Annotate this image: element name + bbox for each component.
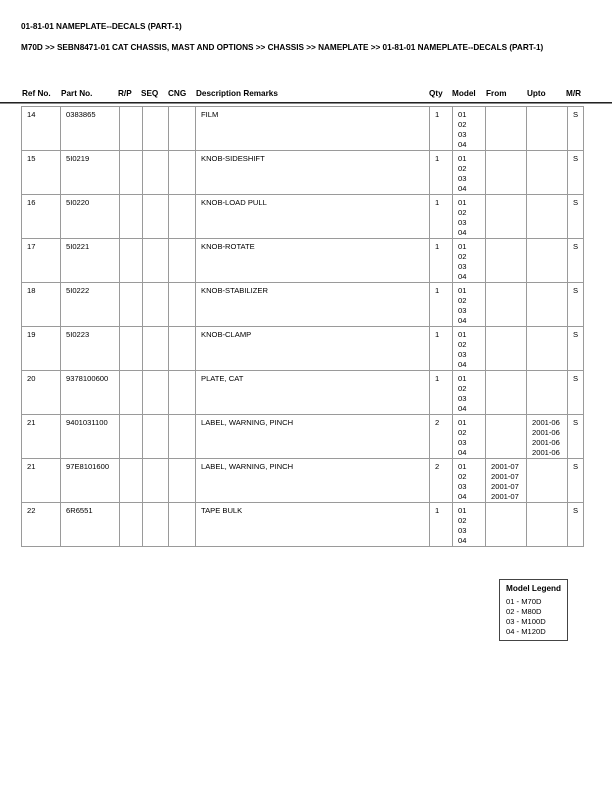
cell-model <box>453 283 486 327</box>
cell-part-no: 97E8101600 <box>61 459 120 503</box>
table-row <box>22 327 584 371</box>
table-row <box>22 415 584 459</box>
cell-seq <box>143 195 169 239</box>
cell-ref-no: 16 <box>22 195 61 239</box>
cell-part-no: 6R6551 <box>61 503 120 547</box>
cell-cng <box>169 239 196 283</box>
cell-from <box>486 195 527 239</box>
cell-model <box>453 459 486 503</box>
cell-upto <box>527 503 568 547</box>
cell-ref-no: 15 <box>22 151 61 195</box>
table-row <box>22 503 584 547</box>
cell-from-line: 2001-07 <box>491 482 519 491</box>
cell-seq <box>143 327 169 371</box>
cell-upto-line: 2001-06 <box>532 448 560 457</box>
cell-from <box>486 415 527 459</box>
cell-part-no: 9378100600 <box>61 371 120 415</box>
cell-mr: S <box>568 239 584 283</box>
cell-qty: 1 <box>430 503 453 547</box>
cell-model-line: 02 <box>458 164 467 173</box>
cell-model <box>453 239 486 283</box>
cell-part-no: 0383865 <box>61 107 120 151</box>
cell-model-line: 04 <box>458 536 467 545</box>
cell-model-line: 03 <box>458 262 467 271</box>
cell-model <box>453 195 486 239</box>
cell-model-line: 02 <box>458 208 467 217</box>
cell-model-line: 03 <box>458 394 467 403</box>
cell-mr: S <box>568 459 584 503</box>
cell-cng <box>169 459 196 503</box>
cell-from <box>486 151 527 195</box>
cell-model-line: 03 <box>458 218 467 227</box>
cell-ref-no: 17 <box>22 239 61 283</box>
cell-rp <box>120 327 143 371</box>
cell-model-line: 02 <box>458 428 467 437</box>
cell-from <box>486 371 527 415</box>
model-legend-item: 02 - M80D <box>506 607 542 616</box>
cell-rp <box>120 503 143 547</box>
cell-description: KNOB-STABILIZER <box>196 283 430 327</box>
cell-qty: 1 <box>430 239 453 283</box>
cell-model-line: 01 <box>458 110 467 119</box>
page-title: 01-81-01 NAMEPLATE--DECALS (PART-1) <box>21 22 182 31</box>
header-cng: CNG <box>168 89 187 98</box>
cell-from <box>486 107 527 151</box>
header-rp: R/P <box>118 89 132 98</box>
cell-upto <box>527 327 568 371</box>
cell-ref-no: 20 <box>22 371 61 415</box>
cell-qty: 2 <box>430 459 453 503</box>
cell-from <box>486 239 527 283</box>
cell-ref-no: 18 <box>22 283 61 327</box>
cell-seq <box>143 283 169 327</box>
cell-upto <box>527 371 568 415</box>
model-legend-item: 03 - M100D <box>506 617 546 626</box>
cell-description: LABEL, WARNING, PINCH <box>196 415 430 459</box>
cell-ref-no: 21 <box>22 415 61 459</box>
cell-from <box>486 327 527 371</box>
header-seq: SEQ <box>141 89 159 98</box>
cell-description: PLATE, CAT <box>196 371 430 415</box>
cell-cng <box>169 371 196 415</box>
cell-rp <box>120 151 143 195</box>
cell-model-line: 03 <box>458 130 467 139</box>
cell-model-line: 01 <box>458 462 467 471</box>
cell-seq <box>143 415 169 459</box>
cell-model-line: 04 <box>458 492 467 501</box>
cell-rp <box>120 195 143 239</box>
cell-model-line: 04 <box>458 404 467 413</box>
cell-description: FILM <box>196 107 430 151</box>
model-legend <box>499 579 568 641</box>
cell-model-line: 03 <box>458 350 467 359</box>
cell-qty: 1 <box>430 107 453 151</box>
cell-seq <box>143 503 169 547</box>
cell-from <box>486 459 527 503</box>
cell-model-line: 03 <box>458 174 467 183</box>
table-row <box>22 459 584 503</box>
header-part-no: Part No. <box>61 89 93 98</box>
cell-model-line: 01 <box>458 330 467 339</box>
cell-seq <box>143 239 169 283</box>
cell-mr: S <box>568 327 584 371</box>
cell-model-line: 04 <box>458 228 467 237</box>
table-row <box>22 283 584 327</box>
cell-from <box>486 283 527 327</box>
cell-model-line: 02 <box>458 340 467 349</box>
table-row <box>22 195 584 239</box>
cell-model-line: 02 <box>458 296 467 305</box>
header-divider <box>0 102 612 104</box>
cell-model-line: 01 <box>458 374 467 383</box>
cell-model-line: 01 <box>458 506 467 515</box>
cell-ref-no: 21 <box>22 459 61 503</box>
cell-upto <box>527 151 568 195</box>
cell-seq <box>143 151 169 195</box>
cell-model-line: 04 <box>458 140 467 149</box>
cell-model-line: 04 <box>458 360 467 369</box>
cell-rp <box>120 107 143 151</box>
cell-from-line: 2001-07 <box>491 472 519 481</box>
cell-description: KNOB-CLAMP <box>196 327 430 371</box>
cell-mr: S <box>568 371 584 415</box>
cell-qty: 1 <box>430 327 453 371</box>
cell-upto-line: 2001-06 <box>532 438 560 447</box>
cell-model-line: 04 <box>458 316 467 325</box>
cell-rp <box>120 239 143 283</box>
table-row <box>22 107 584 151</box>
cell-description: KNOB-ROTATE <box>196 239 430 283</box>
cell-mr: S <box>568 283 584 327</box>
cell-cng <box>169 151 196 195</box>
header-upto: Upto <box>527 89 546 98</box>
cell-model-line: 03 <box>458 482 467 491</box>
cell-model <box>453 151 486 195</box>
table-row <box>22 151 584 195</box>
cell-description: KNOB-SIDESHIFT <box>196 151 430 195</box>
cell-ref-no: 14 <box>22 107 61 151</box>
cell-model-line: 04 <box>458 448 467 457</box>
cell-mr: S <box>568 415 584 459</box>
cell-ref-no: 22 <box>22 503 61 547</box>
cell-model <box>453 415 486 459</box>
cell-model <box>453 371 486 415</box>
cell-description: LABEL, WARNING, PINCH <box>196 459 430 503</box>
cell-qty: 2 <box>430 415 453 459</box>
header-qty: Qty <box>429 89 443 98</box>
cell-from-line: 2001-07 <box>491 462 519 471</box>
cell-model-line: 01 <box>458 286 467 295</box>
cell-upto <box>527 459 568 503</box>
model-legend-title: Model Legend <box>506 584 562 593</box>
cell-cng <box>169 283 196 327</box>
cell-upto <box>527 195 568 239</box>
cell-model-line: 01 <box>458 154 467 163</box>
cell-upto <box>527 415 568 459</box>
cell-description: KNOB-LOAD PULL <box>196 195 430 239</box>
cell-model-line: 03 <box>458 526 467 535</box>
cell-model-line: 01 <box>458 418 467 427</box>
cell-rp <box>120 283 143 327</box>
cell-part-no: 5I0220 <box>61 195 120 239</box>
table-row <box>22 371 584 415</box>
cell-model <box>453 327 486 371</box>
cell-rp <box>120 371 143 415</box>
cell-seq <box>143 371 169 415</box>
cell-part-no: 5I0223 <box>61 327 120 371</box>
cell-part-no: 5I0222 <box>61 283 120 327</box>
cell-qty: 1 <box>430 371 453 415</box>
cell-model-line: 02 <box>458 252 467 261</box>
cell-from <box>486 503 527 547</box>
cell-model-line: 03 <box>458 438 467 447</box>
cell-cng <box>169 107 196 151</box>
cell-from-line: 2001-07 <box>491 492 519 501</box>
cell-part-no: 9401031100 <box>61 415 120 459</box>
cell-model-line: 04 <box>458 272 467 281</box>
cell-upto <box>527 239 568 283</box>
parts-table <box>21 106 584 547</box>
cell-upto <box>527 107 568 151</box>
cell-model-line: 02 <box>458 516 467 525</box>
header-from: From <box>486 89 507 98</box>
cell-cng <box>169 195 196 239</box>
cell-part-no: 5I0221 <box>61 239 120 283</box>
cell-seq <box>143 459 169 503</box>
cell-upto <box>527 283 568 327</box>
cell-model-line: 01 <box>458 198 467 207</box>
cell-upto-line: 2001-06 <box>532 428 560 437</box>
cell-rp <box>120 459 143 503</box>
header-ref-no: Ref No. <box>22 89 51 98</box>
cell-part-no: 5I0219 <box>61 151 120 195</box>
cell-ref-no: 19 <box>22 327 61 371</box>
cell-model-line: 02 <box>458 472 467 481</box>
cell-model-line: 03 <box>458 306 467 315</box>
cell-mr: S <box>568 195 584 239</box>
cell-description: TAPE BULK <box>196 503 430 547</box>
cell-mr: S <box>568 107 584 151</box>
model-legend-item: 04 - M120D <box>506 627 546 636</box>
cell-cng <box>169 503 196 547</box>
cell-model <box>453 107 486 151</box>
cell-model-line: 02 <box>458 384 467 393</box>
cell-mr: S <box>568 503 584 547</box>
cell-model-line: 02 <box>458 120 467 129</box>
model-legend-item: 01 - M70D <box>506 597 542 606</box>
table-row <box>22 239 584 283</box>
cell-cng <box>169 415 196 459</box>
header-model: Model <box>452 89 476 98</box>
cell-qty: 1 <box>430 283 453 327</box>
parts-table-body <box>22 107 584 547</box>
cell-seq <box>143 107 169 151</box>
cell-model <box>453 503 486 547</box>
cell-mr: S <box>568 151 584 195</box>
cell-qty: 1 <box>430 195 453 239</box>
breadcrumb: M70D >> SEBN8471-01 CAT CHASSIS, MAST AND OPTIONS >> CHASSIS >> NAMEPLATE >> 01-81-01 NAMEPLATE--DECALS (PART-1) <box>21 43 544 52</box>
cell-cng <box>169 327 196 371</box>
cell-upto-line: 2001-06 <box>532 418 560 427</box>
cell-model-line: 01 <box>458 242 467 251</box>
cell-rp <box>120 415 143 459</box>
cell-model-line: 04 <box>458 184 467 193</box>
header-description: Description Remarks <box>196 89 278 98</box>
header-mr: M/R <box>566 89 582 98</box>
cell-qty: 1 <box>430 151 453 195</box>
